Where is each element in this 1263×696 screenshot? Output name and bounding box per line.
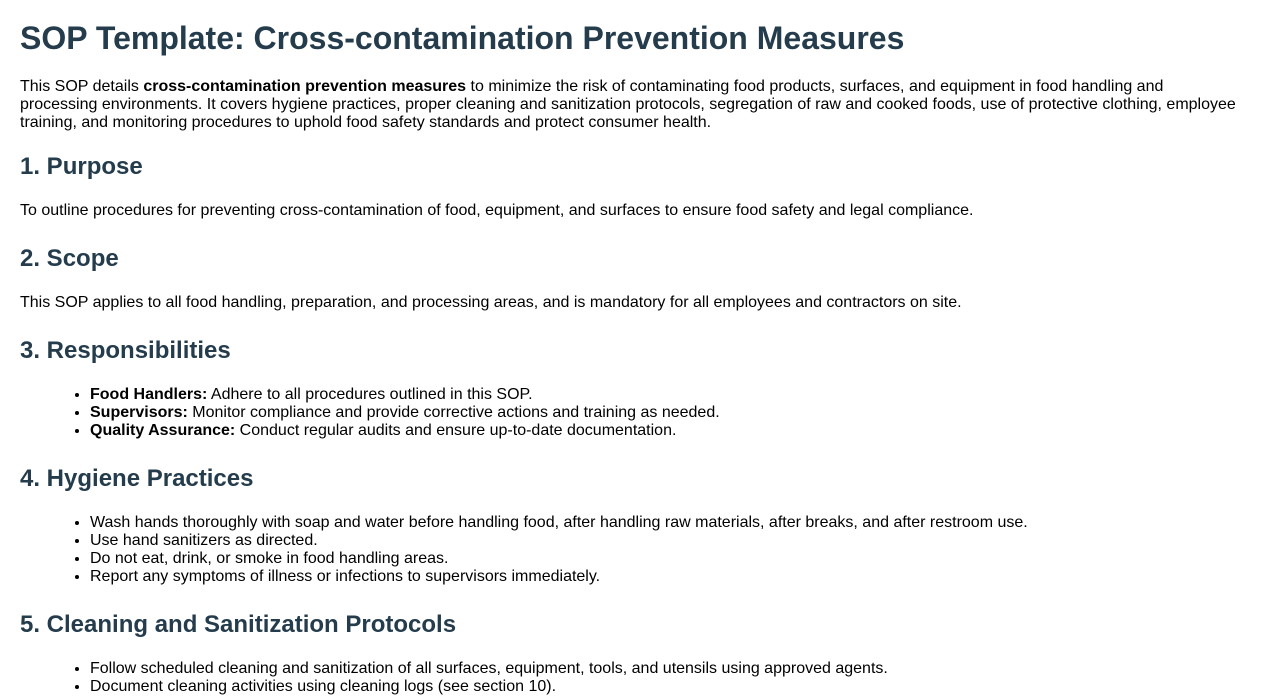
list-item: • Do not eat, drink, or smoke in food handling areas. xyxy=(90,550,1243,568)
list-item xyxy=(90,422,1243,440)
intro-text-bold: cross-contamination prevention measures xyxy=(143,78,467,95)
role-description: Monitor compliance and provide corrective actions and training as needed. xyxy=(187,404,720,421)
section-text-purpose: To outline procedures for preventing cross-contamination of food, equipment, and surfaces to ensure food safety and legal compliance. xyxy=(20,202,974,219)
hygiene-list xyxy=(20,514,1243,586)
list-item xyxy=(90,404,1243,422)
list-item: • Document cleaning activities using cleaning logs (see section 10). xyxy=(90,678,1243,696)
section-heading-scope: 2. Scope xyxy=(20,245,119,272)
section-heading-purpose: 1. Purpose xyxy=(20,153,143,180)
intro-text-end: to minimize the risk of contaminating food products, surfaces, and equipment in food handling and processing environments. It covers hygiene practices, proper cleaning and sanitization protocols, segregation of raw and cooked foods, use of protective clothing, employee training, and monitoring procedures to uphold food safety standards and protect consumer health. xyxy=(20,78,1236,131)
section-heading-responsibilities: 3. Responsibilities xyxy=(20,337,231,364)
list-item: • Follow scheduled cleaning and sanitization of all surfaces, equipment, tools, and utensils using approved agents. xyxy=(90,660,1243,678)
role-description: Adhere to all procedures outlined in this SOP. xyxy=(207,386,533,403)
intro-text-start: This SOP details xyxy=(20,78,144,95)
cleaning-list xyxy=(20,660,1243,696)
list-item: • Report any symptoms of illness or infections to supervisors immediately. xyxy=(90,568,1243,586)
section-heading-hygiene: 4. Hygiene Practices xyxy=(20,465,254,492)
role-label: Supervisors: xyxy=(90,404,188,421)
page-title: SOP Template: Cross-contamination Prevention Measures xyxy=(20,20,905,56)
intro-paragraph xyxy=(20,78,1243,132)
section-heading-cleaning: 5. Cleaning and Sanitization Protocols xyxy=(20,611,457,638)
list-item: • Wash hands thoroughly with soap and water before handling food, after handling raw materials, after breaks, and after restroom use. xyxy=(90,514,1243,532)
list-item: • Use hand sanitizers as directed. xyxy=(90,532,1243,550)
role-description: Conduct regular audits and ensure up-to-date documentation. xyxy=(235,422,677,439)
role-label: Food Handlers: xyxy=(90,386,208,403)
responsibilities-list xyxy=(20,386,1243,440)
list-item xyxy=(90,386,1243,404)
section-text-scope: This SOP applies to all food handling, preparation, and processing areas, and is mandatory for all employees and contractors on site. xyxy=(20,294,962,311)
role-label: Quality Assurance: xyxy=(90,422,236,439)
